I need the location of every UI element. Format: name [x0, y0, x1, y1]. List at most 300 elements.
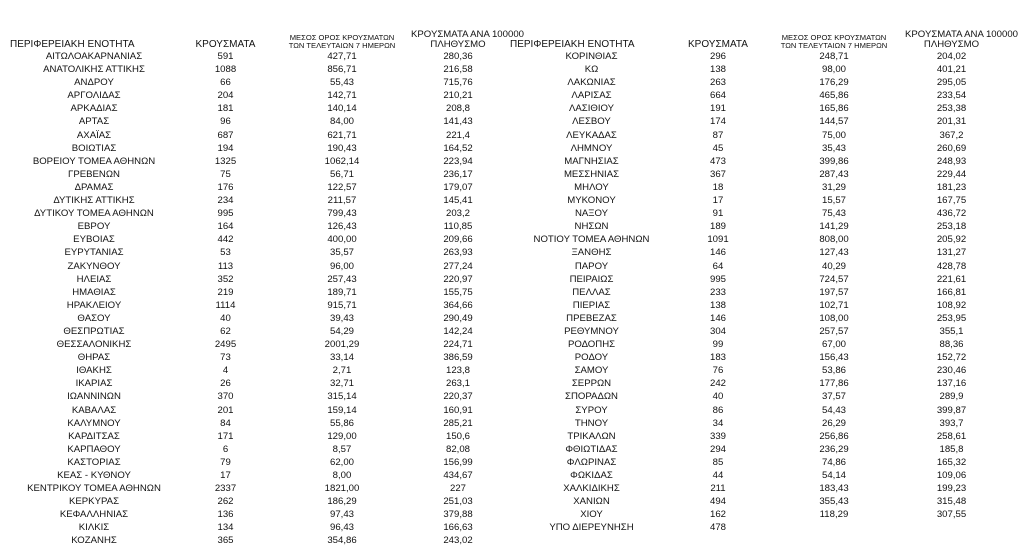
region-cell: ΓΡΕΒΕΝΩΝ — [68, 168, 120, 180]
per-100k-cell: 224,71 — [443, 339, 473, 351]
per-100k-cell: 229,44 — [936, 168, 967, 180]
per-100k-cell: 401,21 — [936, 64, 967, 76]
per-100k-cell: 208,8 — [445, 103, 470, 115]
region-cell: ΚΑΡΠΑΘΟΥ — [67, 443, 121, 455]
cases-cell: 40 — [712, 391, 724, 403]
per-100k-cell: 253,95 — [936, 312, 967, 324]
per-100k-cell: 221,61 — [936, 273, 967, 285]
avg-cell: 40,29 — [821, 260, 846, 272]
region-cell: ΣΠΟΡΑΔΩΝ — [565, 391, 618, 403]
avg-cell: 39,43 — [329, 312, 354, 324]
cases-cell: 26 — [220, 378, 231, 390]
right-data-table — [510, 0, 1018, 534]
region-cell: ΚΑΣΤΟΡΙΑΣ — [67, 456, 121, 468]
cases-cell: 201 — [217, 404, 234, 416]
avg-cell: 724,57 — [819, 273, 849, 285]
cases-cell: 134 — [217, 522, 234, 534]
cases-cell: 176 — [217, 181, 234, 193]
header-avg-line2: ΤΩΝ ΤΕΛΕΥΤΑΙΩΝ 7 ΗΜΕΡΩΝ — [288, 41, 396, 51]
header-avg-line2: ΤΩΝ ΤΕΛΕΥΤΑΙΩΝ 7 ΗΜΕΡΩΝ — [780, 41, 888, 51]
avg-cell: 35,43 — [821, 142, 846, 154]
per-100k-cell: 88,36 — [939, 339, 964, 351]
table-row — [510, 273, 998, 286]
cases-cell: 294 — [709, 443, 726, 455]
region-cell: ΠΕΛΛΑΣ — [572, 286, 611, 298]
table-row — [10, 286, 505, 299]
region-cell: ΦΩΚΙΔΑΣ — [570, 470, 613, 481]
per-100k-cell: 399,87 — [936, 404, 967, 416]
region-cell: ΗΜΑΘΙΑΣ — [72, 286, 116, 298]
per-100k-cell: 307,55 — [936, 509, 967, 521]
header-cases: ΚΡΟΥΣΜΑΤΑ — [195, 38, 256, 50]
cases-cell: 242 — [709, 378, 726, 390]
avg-cell: 75,00 — [821, 129, 846, 141]
per-100k-cell: 715,76 — [443, 77, 473, 89]
region-cell: ΚΕΦΑΛΛΗΝΙΑΣ — [59, 509, 129, 521]
per-100k-cell: 393,7 — [939, 417, 964, 429]
region-cell: ΙΩΑΝΝΙΝΩΝ — [67, 391, 121, 403]
cases-cell: 76 — [712, 365, 724, 377]
avg-cell: 165,86 — [819, 103, 849, 115]
cases-cell: 84 — [220, 417, 231, 429]
cases-cell: 2495 — [214, 339, 237, 351]
per-100k-cell: 137,16 — [936, 378, 967, 390]
avg-cell: 177,86 — [819, 378, 849, 390]
cases-cell: 995 — [217, 208, 234, 220]
cases-cell: 263 — [709, 77, 726, 89]
region-cell: ΛΑΚΩΝΙΑΣ — [567, 77, 616, 89]
per-100k-cell: 152,72 — [936, 352, 967, 364]
table-row — [510, 194, 998, 207]
per-100k-cell: 367,2 — [939, 129, 964, 141]
avg-cell: 102,71 — [819, 299, 849, 311]
cases-cell: 189 — [709, 221, 726, 233]
region-cell: ΝΟΤΙΟΥ ΤΟΜΕΑ ΑΘΗΝΩΝ — [533, 234, 650, 246]
per-100k-cell: 280,36 — [443, 51, 473, 62]
per-100k-cell: 289,9 — [939, 391, 964, 403]
per-100k-cell: 253,18 — [936, 221, 967, 233]
per-100k-cell: 150,6 — [445, 430, 470, 442]
avg-cell: 8,00 — [332, 470, 352, 481]
per-100k-cell: 248,93 — [936, 155, 967, 167]
avg-cell: 427,71 — [327, 51, 357, 62]
per-100k-cell: 434,67 — [443, 470, 473, 481]
region-cell: ΜΗΛΟΥ — [574, 181, 609, 193]
avg-cell: 142,71 — [327, 90, 357, 102]
per-100k-cell: 82,08 — [445, 443, 470, 455]
region-cell: ΘΕΣΣΑΛΟΝΙΚΗΣ — [56, 339, 132, 351]
region-cell: ΔΡΑΜΑΣ — [74, 181, 114, 193]
avg-cell: 257,43 — [327, 273, 357, 285]
region-cell: ΚΑΒΑΛΑΣ — [71, 404, 117, 416]
table-row — [510, 246, 998, 259]
table-row — [10, 273, 505, 286]
header-cases: ΚΡΟΥΣΜΑΤΑ — [688, 38, 748, 50]
avg-cell: 118,29 — [819, 509, 849, 521]
right-table-body — [510, 50, 998, 534]
region-cell: ΠΑΡΟΥ — [574, 260, 609, 272]
per-100k-cell: 160,91 — [443, 404, 473, 416]
avg-cell: 190,43 — [327, 142, 357, 154]
region-cell: ΘΕΣΠΡΩΤΙΑΣ — [63, 325, 125, 337]
per-100k-cell: 156,99 — [443, 456, 473, 468]
per-100k-cell: 230,46 — [936, 365, 967, 377]
table-row — [10, 377, 505, 390]
cases-cell: 4 — [222, 365, 229, 377]
per-100k-cell: 155,75 — [443, 286, 473, 298]
avg-cell: 159,14 — [327, 404, 357, 416]
cases-cell: 191 — [709, 103, 726, 115]
per-100k-cell: 167,75 — [936, 195, 967, 207]
cases-cell: 262 — [217, 496, 234, 508]
table-row — [10, 155, 505, 168]
table-row — [10, 260, 505, 273]
per-100k-cell: 260,69 — [936, 142, 967, 154]
per-100k-cell: 233,54 — [936, 90, 967, 102]
region-cell: ΚΑΛΥΜΝΟΥ — [67, 417, 121, 429]
avg-cell: 287,43 — [819, 168, 849, 180]
table-row — [510, 325, 998, 338]
avg-cell: 211,57 — [327, 195, 357, 207]
table-row — [10, 351, 505, 364]
avg-cell: 31,29 — [821, 181, 846, 193]
avg-cell: 26,29 — [821, 417, 846, 429]
per-100k-cell: 141,43 — [443, 116, 473, 128]
table-row — [10, 142, 505, 155]
avg-cell: 315,14 — [327, 391, 357, 403]
per-100k-cell: 251,03 — [443, 496, 473, 508]
avg-cell: 141,29 — [819, 221, 849, 233]
per-100k-cell: 277,24 — [443, 260, 473, 272]
cases-cell: 171 — [217, 430, 234, 442]
per-100k-cell: 205,92 — [936, 234, 967, 246]
cases-cell: 164 — [217, 221, 234, 233]
cases-cell: 352 — [217, 273, 234, 285]
per-100k-cell: 181,23 — [936, 181, 967, 193]
cases-cell: 494 — [709, 496, 726, 508]
avg-cell: 186,29 — [327, 496, 357, 508]
per-100k-cell: 164,52 — [443, 142, 473, 154]
table-row — [510, 115, 998, 128]
table-row — [10, 390, 505, 403]
avg-cell: 32,71 — [329, 378, 354, 390]
table-row — [10, 50, 505, 63]
avg-cell: 176,29 — [819, 77, 849, 89]
cases-cell: 113 — [217, 260, 234, 272]
left-table-body — [10, 50, 505, 548]
per-100k-cell: 209,66 — [443, 234, 473, 246]
region-cell: ΕΥΒΟΙΑΣ — [73, 234, 115, 246]
region-cell: ΕΥΡΥΤΑΝΙΑΣ — [64, 247, 124, 259]
cases-cell: 40 — [220, 312, 231, 324]
avg-cell: 56,71 — [329, 168, 354, 180]
region-cell: ΘΗΡΑΣ — [77, 352, 111, 364]
avg-cell: 62,00 — [329, 456, 354, 468]
avg-cell: 621,71 — [327, 129, 357, 141]
cases-cell: 45 — [712, 142, 724, 154]
cases-cell: 34 — [712, 417, 724, 429]
cases-cell: 53 — [220, 247, 231, 259]
avg-cell: 915,71 — [327, 299, 357, 311]
avg-cell: 37,57 — [821, 391, 846, 403]
region-cell: ΙΘΑΚΗΣ — [76, 365, 112, 377]
table-row — [10, 63, 505, 76]
avg-cell: 127,43 — [819, 247, 849, 259]
avg-cell: 54,29 — [329, 325, 354, 337]
region-cell: ΚΕΑΣ - ΚΥΘΝΟΥ — [57, 470, 131, 481]
cases-cell: 99 — [712, 339, 724, 351]
region-cell: ΑΙΤΩΛΟΑΚΑΡΝΑΝΙΑΣ — [45, 51, 143, 62]
cases-cell: 146 — [709, 312, 726, 324]
table-row — [510, 168, 998, 181]
header-region: ΠΕΡΙΦΕΡΕΙΑΚΗ ΕΝΟΤΗΤΑ — [10, 38, 135, 50]
per-100k-cell: 221,4 — [445, 129, 470, 141]
per-100k-cell: 210,21 — [443, 90, 473, 102]
avg-cell: 2,71 — [332, 365, 352, 377]
header-region: ΠΕΡΙΦΕΡΕΙΑΚΗ ΕΝΟΤΗΤΑ — [510, 38, 635, 50]
cases-cell: 995 — [709, 273, 726, 285]
table-row — [10, 89, 505, 102]
region-cell: ΔΥΤΙΚΟΥ ΤΟΜΕΑ ΑΘΗΝΩΝ — [34, 208, 154, 220]
region-cell: ΛΑΡΙΣΑΣ — [571, 90, 612, 102]
avg-cell: 236,29 — [819, 443, 849, 455]
region-cell: ΣΕΡΡΩΝ — [571, 378, 612, 390]
header-avg-7-days — [763, 0, 905, 50]
header-avg-line1: ΜΕΣΟΣ ΟΡΟΣ ΚΡΟΥΣΜΑΤΩΝ — [289, 33, 395, 43]
table-row — [510, 63, 998, 76]
region-cell: ΡΕΘΥΜΝΟΥ — [564, 325, 619, 337]
table-row — [10, 233, 505, 246]
region-cell: ΒΟΡΕΙΟΥ ΤΟΜΕΑ ΑΘΗΝΩΝ — [32, 155, 156, 167]
cases-cell: 296 — [709, 51, 726, 62]
cases-cell: 62 — [220, 325, 231, 337]
table-row — [10, 521, 505, 534]
region-cell: ΚΙΛΚΙΣ — [78, 522, 110, 534]
table-row — [10, 168, 505, 181]
per-100k-cell: 185,8 — [939, 443, 964, 455]
avg-cell: 856,71 — [327, 64, 357, 76]
per-100k-cell: 355,1 — [939, 325, 964, 337]
table-row — [510, 443, 998, 456]
cases-cell: 138 — [709, 64, 726, 76]
region-cell: ΚΩ — [584, 64, 599, 76]
avg-cell: 465,86 — [819, 90, 849, 102]
header-per-line2: ΠΛΗΘΥΣΜΟ — [923, 38, 980, 50]
cases-cell: 664 — [709, 90, 726, 102]
region-cell: ΣΥΡΟΥ — [575, 404, 608, 416]
cases-cell: 687 — [217, 129, 234, 141]
region-cell: ΕΒΡΟΥ — [77, 221, 111, 233]
per-100k-cell: 379,88 — [443, 509, 473, 521]
region-cell: ΦΘΙΩΤΙΔΑΣ — [565, 443, 618, 455]
avg-cell: 55,43 — [329, 77, 354, 89]
region-cell: ΝΗΣΩΝ — [574, 221, 609, 233]
region-cell: ΠΙΕΡΙΑΣ — [572, 299, 611, 311]
region-cell: ΙΚΑΡΙΑΣ — [75, 378, 113, 390]
per-100k-cell: 243,02 — [443, 535, 473, 547]
cases-cell: 66 — [220, 77, 231, 89]
table-row — [10, 312, 505, 325]
region-cell: ΚΟΡΙΝΘΙΑΣ — [565, 51, 618, 62]
region-cell: ΠΡΕΒΕΖΑΣ — [566, 312, 617, 324]
cases-cell: 96 — [220, 116, 231, 128]
region-cell: ΑΡΚΑΔΙΑΣ — [70, 103, 118, 115]
region-cell: ΞΑΝΘΗΣ — [571, 247, 612, 259]
table-row — [510, 338, 998, 351]
region-cell: ΤΗΝΟΥ — [574, 417, 609, 429]
cases-cell: 473 — [709, 155, 726, 167]
table-row — [510, 377, 998, 390]
cases-cell: 367 — [709, 168, 726, 180]
table-row — [510, 456, 998, 469]
table-row — [10, 430, 505, 443]
avg-cell: 84,00 — [329, 116, 354, 128]
cases-cell: 18 — [712, 181, 724, 193]
per-100k-cell: 199,23 — [936, 483, 967, 495]
cases-cell: 86 — [712, 404, 724, 416]
cases-cell: 17 — [712, 195, 724, 207]
avg-cell: 55,86 — [329, 417, 354, 429]
region-cell: ΤΡΙΚΑΛΩΝ — [567, 430, 616, 442]
table-row — [510, 430, 998, 443]
table-row — [510, 286, 998, 299]
header-avg-7-days — [273, 0, 411, 50]
table-row — [510, 260, 998, 273]
cases-cell: 181 — [217, 103, 234, 115]
cases-cell: 442 — [217, 234, 234, 246]
region-cell: ΣΑΜΟΥ — [574, 365, 609, 377]
avg-cell: 799,43 — [327, 208, 357, 220]
table-row — [510, 207, 998, 220]
avg-cell: 15,57 — [821, 195, 846, 207]
region-cell: ΚΕΡΚΥΡΑΣ — [68, 496, 119, 508]
table-row — [10, 207, 505, 220]
region-cell: ΜΥΚΟΝΟΥ — [567, 195, 616, 207]
region-cell: ΑΡΤΑΣ — [78, 116, 110, 128]
per-100k-cell — [905, 521, 998, 534]
table-row — [510, 482, 998, 495]
region-cell: ΑΝΔΡΟΥ — [74, 77, 114, 89]
avg-cell: 197,57 — [819, 286, 849, 298]
table-row — [510, 417, 998, 430]
table-row — [10, 495, 505, 508]
cases-cell: 1091 — [707, 234, 729, 246]
cases-cell: 85 — [712, 456, 724, 468]
cases-cell: 17 — [220, 470, 231, 481]
cases-cell: 204 — [217, 90, 234, 102]
avg-cell: 75,43 — [821, 208, 846, 220]
per-100k-cell: 295,05 — [936, 77, 967, 89]
cases-cell: 370 — [217, 391, 234, 403]
table-row — [10, 456, 505, 469]
cases-cell: 174 — [709, 116, 726, 128]
avg-cell: 183,43 — [819, 483, 849, 495]
avg-cell: 248,71 — [819, 51, 849, 62]
table-row — [510, 312, 998, 325]
per-100k-cell: 201,31 — [936, 116, 967, 128]
table-row — [510, 142, 998, 155]
per-100k-cell: 109,06 — [936, 470, 967, 481]
cases-cell: 234 — [217, 195, 234, 207]
cases-cell: 219 — [217, 286, 234, 298]
cases-cell: 91 — [712, 208, 724, 220]
table-row — [10, 129, 505, 142]
cases-cell: 162 — [709, 509, 726, 521]
table-row — [510, 364, 998, 377]
table-row — [10, 417, 505, 430]
region-cell: ΗΡΑΚΛΕΙΟΥ — [66, 299, 122, 311]
per-100k-cell: 290,49 — [443, 312, 473, 324]
per-100k-cell: 253,38 — [936, 103, 967, 115]
avg-cell: 354,86 — [327, 535, 357, 547]
header-per-100k — [905, 0, 1018, 50]
region-cell: ΧΑΛΚΙΔΙΚΗΣ — [563, 483, 620, 495]
table-row — [10, 325, 505, 338]
region-cell: ΚΑΡΔΙΤΣΑΣ — [68, 430, 120, 442]
header-per-line1: ΚΡΟΥΣΜΑΤΑ ΑΝΑ 100000 — [905, 28, 1018, 40]
region-cell: ΑΧΑΪΑΣ — [76, 129, 112, 141]
per-100k-cell: 263,1 — [445, 378, 470, 390]
table-row — [510, 299, 998, 312]
region-cell: ΧΙΟΥ — [580, 509, 603, 521]
avg-cell: 126,43 — [327, 221, 357, 233]
table-row — [510, 469, 998, 482]
table-row — [10, 443, 505, 456]
cases-cell: 233 — [709, 286, 726, 298]
table-row — [10, 246, 505, 259]
avg-cell: 140,14 — [327, 103, 357, 115]
header-avg-line1: ΜΕΣΟΣ ΟΡΟΣ ΚΡΟΥΣΜΑΤΩΝ — [781, 33, 887, 43]
per-100k-cell: 165,32 — [936, 456, 967, 468]
table-row — [10, 508, 505, 521]
avg-cell: 399,86 — [819, 155, 849, 167]
header-per-100k — [411, 0, 524, 50]
per-100k-cell: 236,17 — [443, 168, 473, 180]
cases-cell: 1088 — [214, 64, 237, 76]
per-100k-cell: 364,66 — [443, 299, 473, 311]
table-row — [510, 155, 998, 168]
table-row — [510, 102, 998, 115]
table-row — [10, 194, 505, 207]
avg-cell: 256,86 — [819, 430, 849, 442]
cases-cell: 304 — [709, 325, 726, 337]
per-100k-cell: 166,63 — [443, 522, 473, 534]
region-cell: ΑΝΑΤΟΛΙΚΗΣ ΑΤΤΙΚΗΣ — [43, 64, 145, 76]
table-row — [510, 76, 998, 89]
region-cell: ΚΟΖΑΝΗΣ — [71, 535, 117, 547]
region-cell: ΡΟΔΟΠΗΣ — [567, 339, 616, 351]
avg-cell: 54,14 — [821, 470, 846, 481]
cases-cell: 75 — [220, 168, 231, 180]
cases-cell: 64 — [712, 260, 724, 272]
header-per-line1: ΚΡΟΥΣΜΑΤΑ ΑΝΑ 100000 — [411, 28, 524, 40]
avg-cell: 53,86 — [821, 365, 846, 377]
avg-cell: 96,43 — [329, 522, 354, 534]
region-cell: ΛΕΥΚΑΔΑΣ — [566, 129, 617, 141]
cases-cell: 339 — [709, 430, 726, 442]
per-100k-cell: 220,97 — [443, 273, 473, 285]
region-cell: ΜΑΓΝΗΣΙΑΣ — [564, 155, 619, 167]
cases-cell: 73 — [220, 352, 231, 364]
region-cell: ΗΛΕΙΑΣ — [76, 273, 112, 285]
per-100k-cell: 108,92 — [936, 299, 967, 311]
avg-cell: 33,14 — [329, 352, 354, 364]
table-row — [510, 233, 998, 246]
per-100k-cell: 131,27 — [936, 247, 967, 259]
per-100k-cell: 145,41 — [443, 195, 473, 207]
avg-cell: 144,57 — [819, 116, 849, 128]
avg-cell: 189,71 — [327, 286, 357, 298]
